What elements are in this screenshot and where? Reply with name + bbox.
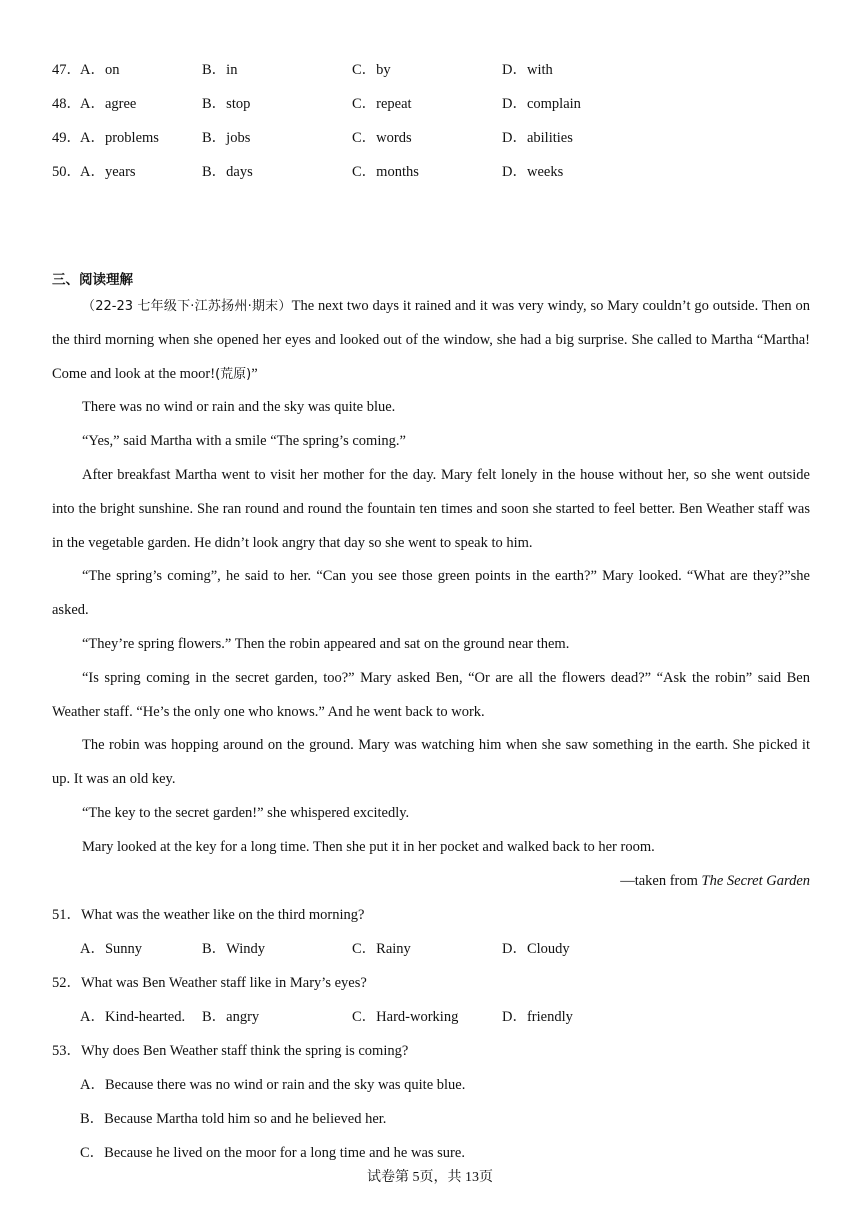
option-c: C．words xyxy=(352,130,412,146)
section-title: 三、阅读理解 xyxy=(52,272,133,288)
option-d: D．weeks xyxy=(502,164,564,180)
passage-paragraph: “The spring’s coming”, he said to her. “Can you see those green points in the earth?” Mary looked. “What are they?”she asked. xyxy=(52,568,810,619)
q52-option-d: D．friendly xyxy=(502,1009,573,1025)
option-a: A．agree xyxy=(80,96,137,112)
passage-paragraph: “The key to the secret garden!” she whispered excitedly. xyxy=(82,804,410,821)
q53-option-b: B．Because Martha told him so and he believed her. xyxy=(80,1111,387,1127)
passage-paragraph: The robin was hopping around on the ground. Mary was watching him when she saw something in the earth. She picked it up. It was an old key. xyxy=(52,737,810,788)
option-c: C．by xyxy=(352,62,391,78)
option-a: A．problems xyxy=(80,130,159,146)
q52-option-c: C．Hard-working xyxy=(352,1009,459,1025)
question-stem-53: 53．Why does Ben Weather staff think the spring is coming? xyxy=(52,1043,409,1059)
passage-paragraph: Mary looked at the key for a long time. Then she put it in her pocket and walked back to her room. xyxy=(82,838,655,855)
reading-passage xyxy=(52,290,810,898)
question-number: 48． xyxy=(52,96,81,112)
option-d: D．abilities xyxy=(502,130,573,146)
option-b: B．days xyxy=(202,164,253,180)
q51-option-b: B．Windy xyxy=(202,941,266,957)
book-title: The Secret Garden xyxy=(701,872,810,889)
question-stem-51: 51．What was the weather like on the third morning? xyxy=(52,907,365,923)
source-tag: （22-23 七年级下·江苏扬州·期末） xyxy=(82,299,292,314)
q52-option-a: A．Kind-hearted. xyxy=(80,1009,186,1025)
option-d: D．complain xyxy=(502,96,581,112)
option-a: A．years xyxy=(80,164,136,180)
option-c: C．repeat xyxy=(352,96,412,112)
question-stem-52: 52．What was Ben Weather staff like in Mary’s eyes? xyxy=(52,975,367,991)
page-footer: 试卷第 5页，共 13页 xyxy=(367,1170,493,1185)
option-b: B．stop xyxy=(202,96,251,112)
q51-option-c: C．Rainy xyxy=(352,941,411,957)
gloss: (荒原) xyxy=(215,366,252,382)
q53-option-a: A．Because there was no wind or rain and the sky was quite blue. xyxy=(80,1077,466,1093)
option-d: D．with xyxy=(502,62,553,78)
passage-paragraph: （22-23 七年级下·江苏扬州·期末）The next two days it rained and it was very windy, so Mary couldn’t go outside. Then on the third morning when she opened her eyes and looked out of the window, she had a big surprise. She called to Martha “Martha! Come and look at the moor!(荒原)” xyxy=(52,298,810,382)
passage-paragraph: After breakfast Martha went to visit her mother for the day. Mary felt lonely in the house without her, so she went outside into the bright sunshine. She ran round and round the fountain ten times and soon she started to feel better. Ben Weather staff was in the vegetable garden. He didn’t look angry that day so she went to speak to him. xyxy=(52,466,810,551)
passage-paragraph: “Yes,” said Martha with a smile “The spring’s coming.” xyxy=(82,433,406,450)
q51-option-d: D．Cloudy xyxy=(502,941,570,957)
question-number: 49． xyxy=(52,130,81,146)
passage-paragraph: “They’re spring flowers.” Then the robin appeared and sat on the ground near them. xyxy=(82,635,570,652)
q51-option-a: A．Sunny xyxy=(80,941,143,957)
question-number: 50． xyxy=(52,164,81,180)
option-a: A．on xyxy=(80,62,120,78)
q53-option-c: C．Because he lived on the moor for a long time and he was sure. xyxy=(80,1145,465,1161)
question-number: 47． xyxy=(52,62,81,78)
option-b: B．in xyxy=(202,62,238,78)
passage-source: —taken from The Secret Garden xyxy=(620,872,810,889)
passage-paragraph: “Is spring coming in the secret garden, too?” Mary asked Ben, “Or are all the flowers dead?” “Ask the robin” said Ben Weather staff. “He’s the only one who knows.” And he went back to work. xyxy=(52,669,810,720)
option-b: B．jobs xyxy=(202,130,251,146)
q52-option-b: B．angry xyxy=(202,1009,260,1025)
passage-paragraph: There was no wind or rain and the sky was quite blue. xyxy=(82,399,396,416)
option-c: C．months xyxy=(352,164,419,180)
